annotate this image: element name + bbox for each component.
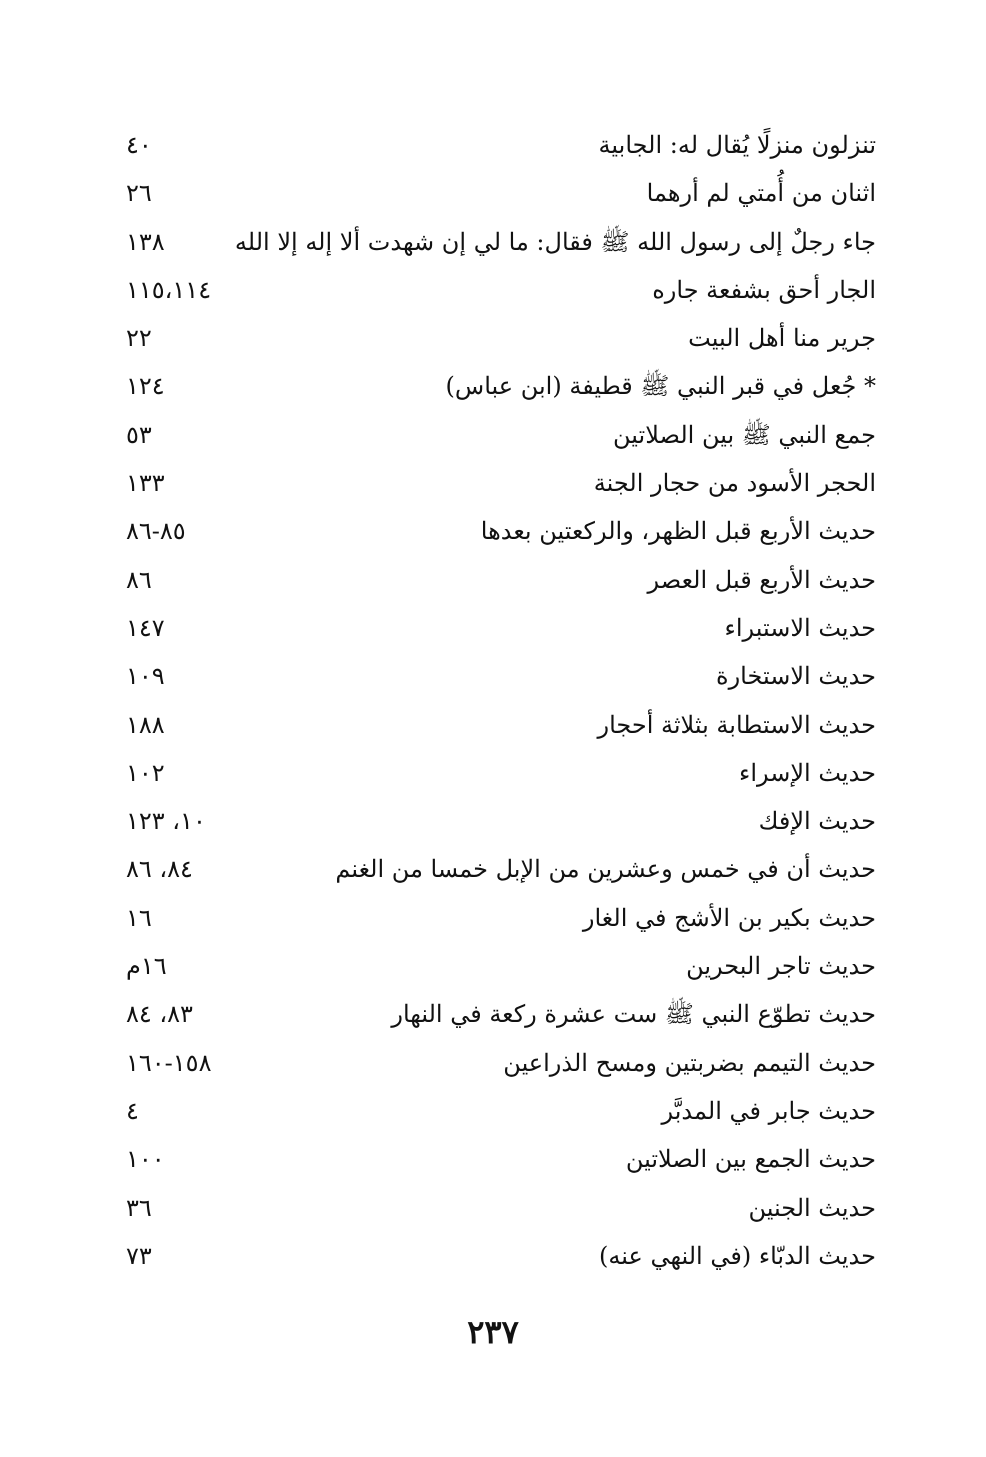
entry-page-refs: ٨٤، ٨٦: [126, 855, 193, 884]
entry-text: حديث تاجر البحرين: [686, 952, 876, 981]
entry-text: جرير منا أهل البيت: [688, 324, 876, 353]
index-entry: [120, 845, 880, 893]
entry-text: حديث الأربع قبل العصر: [647, 565, 876, 594]
index-entry: [120, 1184, 880, 1232]
index-entry: [120, 1135, 880, 1183]
entry-text: تنزلون منزلًا يُقال له: الجابية: [598, 131, 876, 159]
index-entry: [120, 411, 880, 459]
index-entry: [120, 314, 880, 362]
page-number: ٢٣٧: [467, 1313, 519, 1351]
entry-text: اثنان من أُمتي لم أرهما: [646, 179, 876, 208]
entry-page-refs: ٧٣: [126, 1241, 152, 1270]
index-entry: [120, 894, 880, 942]
index-entry: [120, 749, 880, 797]
entry-page-refs: ١٤٧: [126, 613, 165, 642]
entry-text: حديث الأربع قبل الظهر، والركعتين بعدها: [480, 517, 876, 546]
entry-text: حديث الإفك: [758, 807, 876, 836]
entry-page-refs: ٨٣، ٨٤: [126, 1000, 193, 1029]
entry-text: الجار أحق بشفعة جاره: [652, 275, 876, 304]
entry-page-refs: ١٦: [126, 903, 152, 932]
entry-page-refs: ٤: [126, 1096, 139, 1125]
entry-page-refs: ١٠٢: [126, 758, 165, 787]
index-entry: [120, 1039, 880, 1087]
entry-text: حديث الاستطابة بثلاثة أحجار: [597, 710, 876, 739]
entry-page-refs: ٢٦: [126, 179, 152, 208]
entry-page-refs: ١٨٨: [126, 710, 165, 739]
entry-text: حديث بكير بن الأشج في الغار: [582, 903, 876, 932]
entry-text: حديث الجنين: [748, 1193, 876, 1222]
entry-text: جاء رجلٌ إلى رسول الله ﷺ فقال: ما لي إن شهدت ألا إله إلا الله: [234, 227, 876, 256]
index-entry: [120, 266, 880, 314]
index-entry: [120, 218, 880, 266]
index-entry: [120, 990, 880, 1038]
entry-page-refs: ٣٦: [126, 1193, 152, 1222]
entry-text: حديث تطوّع النبي ﷺ ست عشرة ركعة في النهار: [391, 1000, 876, 1029]
entry-page-refs: ١٣٨: [126, 227, 165, 256]
entry-page-refs: ٢٢: [126, 324, 152, 353]
index-entry: [120, 942, 880, 990]
index-entry: [120, 604, 880, 652]
entry-text: حديث الجمع بين الصلاتين: [625, 1145, 876, 1174]
entry-text: حديث الاستبراء: [724, 613, 876, 642]
index-entry: [120, 701, 880, 749]
entry-page-refs: ١٦م: [126, 952, 167, 981]
entry-page-refs: ١٥٨-١٦٠: [126, 1048, 212, 1077]
entry-text: حديث الإسراء: [739, 758, 876, 787]
index-list: [120, 121, 880, 1280]
index-entry: [120, 797, 880, 845]
index-entry: [120, 459, 880, 507]
index-entry: [120, 652, 880, 700]
index-entry: [120, 507, 880, 555]
entry-text: حديث جابر في المدبَّر: [661, 1096, 876, 1125]
entry-page-refs: ١٠٩: [126, 662, 165, 691]
entry-text: * جُعل في قبر النبي ﷺ قطيفة (ابن عباس): [445, 372, 876, 401]
entry-page-refs: ١٣٣: [126, 469, 165, 498]
index-entry: [120, 121, 880, 169]
index-entry: [120, 362, 880, 410]
entry-page-refs: ٨٦: [126, 565, 152, 594]
entry-text: جمع النبي ﷺ بين الصلاتين: [613, 420, 876, 449]
entry-text: حديث الدبّاء (في النهي عنه): [599, 1241, 876, 1270]
entry-text: الحجر الأسود من حجار الجنة: [593, 469, 876, 498]
entry-page-refs: ٤٠: [126, 131, 152, 159]
index-entry: [120, 169, 880, 217]
entry-text: حديث التيمم بضربتين ومسح الذراعين: [503, 1048, 876, 1077]
entry-page-refs: ١١٥،١١٤: [126, 275, 212, 304]
entry-text: حديث الاستخارة: [716, 662, 876, 691]
index-entry: [120, 1232, 880, 1280]
entry-page-refs: ١٢٤: [126, 372, 165, 401]
entry-page-refs: ٥٣: [126, 420, 152, 449]
entry-text: حديث أن في خمس وعشرين من الإبل خمسا من الغنم: [335, 855, 876, 884]
entry-page-refs: ١٠٠: [126, 1145, 165, 1174]
entry-page-refs: ٨٥-٨٦: [126, 517, 186, 546]
entry-page-refs: ١٠، ١٢٣: [126, 807, 206, 836]
index-entry: [120, 556, 880, 604]
index-entry: [120, 1087, 880, 1135]
